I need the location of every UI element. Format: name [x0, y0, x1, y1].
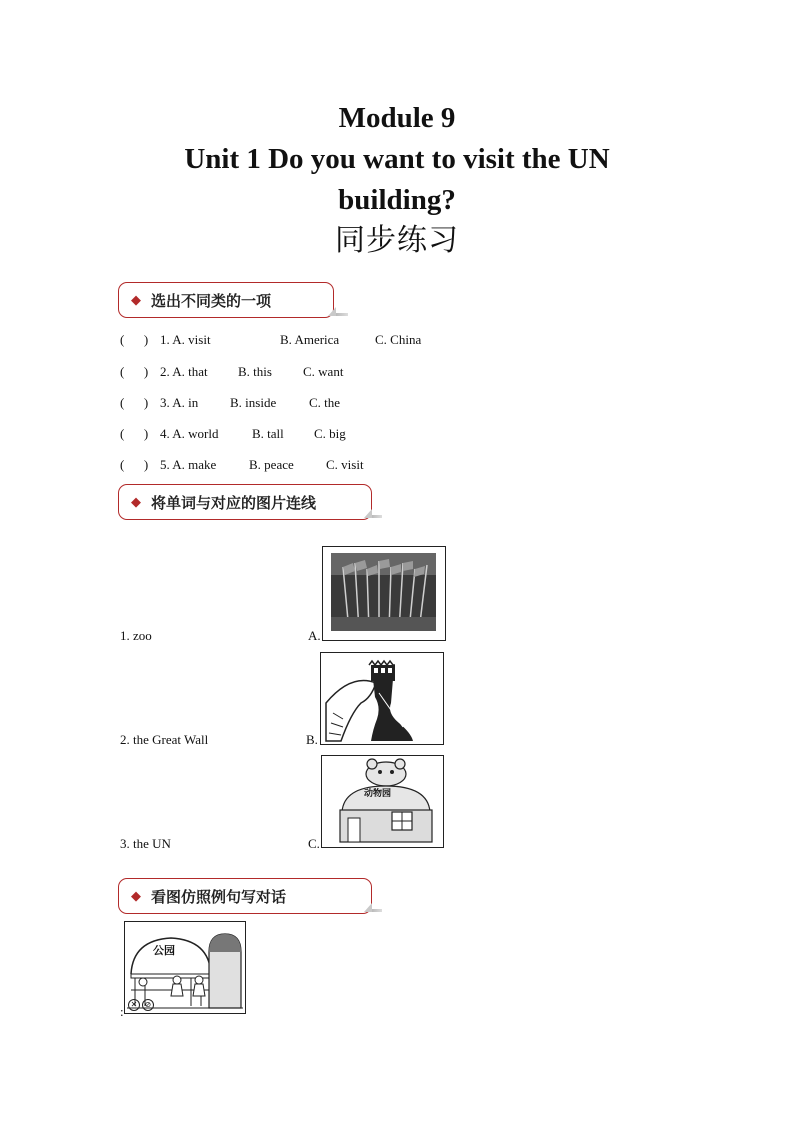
section-header-dialogue	[118, 878, 372, 914]
great-wall-picture	[320, 652, 444, 745]
option-a: 5. A. make	[160, 457, 217, 472]
great-wall-icon	[321, 653, 442, 743]
title-block	[0, 98, 794, 261]
match-letter: A.	[308, 628, 321, 643]
park-gate-icon	[125, 922, 244, 1012]
match-word: 2. the Great Wall	[120, 732, 209, 747]
diamond-icon: ◆	[131, 494, 141, 510]
match-letter: B.	[306, 732, 318, 747]
match-word: 1. zoo	[120, 628, 152, 643]
header-tail-decoration	[372, 515, 382, 518]
header-tail-decoration	[336, 313, 348, 316]
section-header-odd-one-out	[118, 282, 334, 318]
option-c: C. China	[375, 332, 422, 347]
question-row	[120, 364, 343, 380]
option-c: C. want	[303, 364, 344, 379]
zoo-building-icon	[322, 756, 442, 846]
module-title: Module 9	[338, 102, 456, 134]
park-sign: 公园	[153, 944, 175, 957]
option-a: 1. A. visit	[160, 332, 211, 347]
unit-title-cont: building?	[338, 184, 456, 216]
section-header-matching	[118, 484, 372, 520]
section-header-text: 选出不同类的一项	[151, 291, 272, 310]
section-header-text: 将单词与对应的图片连线	[151, 493, 317, 512]
option-b: B. inside	[230, 395, 277, 410]
option-b: B. America	[280, 332, 340, 347]
header-tail-decoration	[372, 909, 382, 912]
question-row	[120, 332, 421, 348]
question-row	[120, 426, 346, 442]
colon-mark: :	[120, 1004, 124, 1019]
answer-blank[interactable]: ( )	[120, 426, 149, 441]
option-b: B. this	[238, 364, 272, 379]
section-header-text: 看图仿照例句写对话	[151, 887, 287, 906]
answer-blank[interactable]: ( )	[120, 364, 149, 379]
flags-icon	[323, 547, 444, 639]
option-a: 2. A. that	[160, 364, 208, 379]
subtitle-cn: 同步练习	[335, 223, 459, 258]
diamond-icon: ◆	[131, 292, 141, 308]
option-b: B. peace	[249, 457, 294, 472]
no-entry-icon: ✕	[128, 999, 140, 1011]
option-a: 4. A. world	[160, 426, 219, 441]
park-picture	[124, 921, 246, 1014]
no-littering-icon: ⊘	[142, 999, 154, 1011]
question-row	[120, 457, 364, 473]
option-c: C. the	[309, 395, 341, 410]
answer-blank[interactable]: ( )	[120, 457, 149, 472]
match-letter: C.	[308, 836, 320, 851]
match-word: 3. the UN	[120, 836, 171, 851]
unit-title: Unit 1 Do you want to visit the UN	[184, 143, 610, 175]
question-row	[120, 395, 340, 411]
diamond-icon: ◆	[131, 888, 141, 904]
answer-blank[interactable]: ( )	[120, 332, 149, 347]
zoo-picture	[321, 755, 444, 848]
zoo-sign: 动物园	[364, 789, 392, 799]
option-a: 3. A. in	[160, 395, 199, 410]
option-c: C. big	[314, 426, 346, 441]
option-b: B. tall	[252, 426, 284, 441]
answer-blank[interactable]: ( )	[120, 395, 149, 410]
flags-picture	[322, 546, 446, 641]
option-c: C. visit	[326, 457, 364, 472]
